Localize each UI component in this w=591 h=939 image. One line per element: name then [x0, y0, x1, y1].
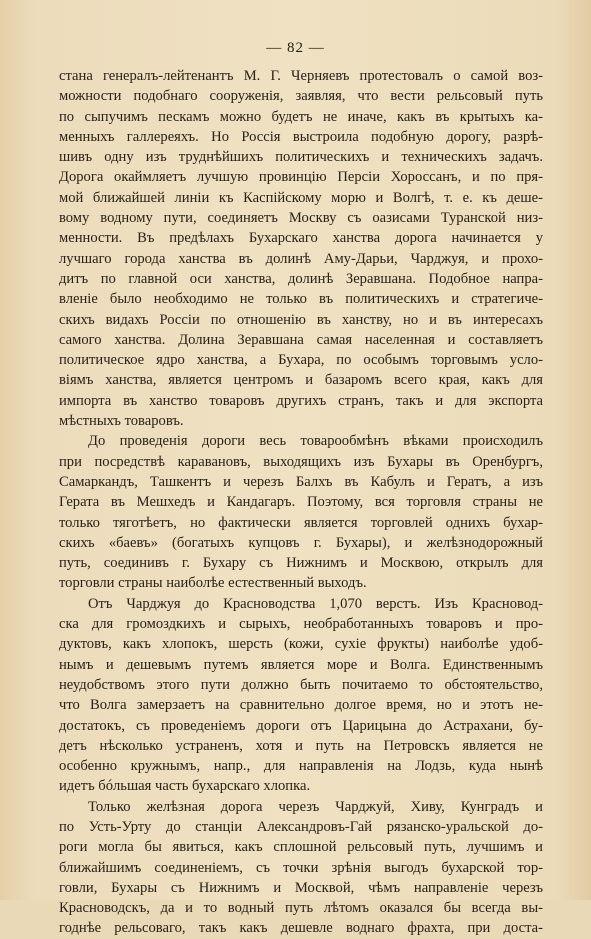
text-line: Красноводскъ, да и то водный путь лѣтомъ оказался бы всегда вы-	[59, 900, 543, 917]
text-line: при посредствѣ каравановъ, выходящихъ изъ Бухары въ Оренбургъ,	[59, 453, 543, 470]
text-line: годнѣе рельсоваго, такъ какъ дешевле воднаго фрахта, при доста-	[59, 920, 543, 937]
text-line: віямъ ханства, является центромъ и базаромъ всего края, какъ для	[59, 372, 543, 389]
text-line: дитъ по главной оси ханства, долинѣ Зеравшана. Подобное напра-	[59, 270, 543, 287]
text-line: Герата въ Мешхедъ и Кандагаръ. Поэтому, вся торговля страны не	[59, 494, 543, 511]
text-line: что Волга замерзаетъ на сравнительно долгое время, но и этотъ не-	[59, 697, 543, 714]
text-line: Отъ Чарджуя до Красноводства 1,070 верстъ. Изъ Красновод-	[88, 595, 543, 612]
text-line: скихъ «баевъ» (богатыхъ купцовъ г. Бухары), и желѣзнодорожный	[59, 534, 543, 551]
text-line: нымъ и дешевымъ путемъ является море и Волга. Единственнымъ	[59, 656, 543, 673]
text-line: особенно кружнымъ, напр., для направленія на Лодзь, куда нынѣ	[59, 758, 543, 775]
text-line: менности. Въ предѣлахъ Бухарскаго ханства дорога начинается у	[59, 230, 543, 247]
text-line: детъ нѣсколько устраненъ, хотя и путь на Петровскъ является не	[59, 737, 543, 754]
text-line: говли, Бухары съ Нижнимъ и Москвой, чѣмъ направленіе черезъ	[59, 879, 543, 896]
text-line: идетъ бóльшая часть бухарскаго хлопка.	[59, 778, 311, 795]
page-number: — 82 —	[266, 40, 325, 56]
text-line: дуктовъ, какъ хлопокъ, шерсть (кожи, сухіе фрукты) наиболѣе удоб-	[59, 636, 543, 653]
text-line: ближайшимъ соединеніемъ, съ точки зрѣнія выгодъ бухарской тор-	[59, 859, 543, 876]
text-line: достатокъ, съ проведеніемъ дороги отъ Царицына до Астрахани, бу-	[59, 717, 543, 734]
text-line: путь, соединивъ г. Бухару съ Нижнимъ и Москвою, открылъ для	[59, 555, 543, 572]
text-line: стана генералъ-лейтенантъ М. Г. Черняевъ протестовалъ о самой воз-	[59, 68, 543, 84]
text-line: вому водному пути, соединяетъ Москву съ оазисами Туранской низ-	[59, 210, 543, 227]
text-line: Только желѣзная дорога черезъ Чарджуй, Хиву, Кунградъ и	[88, 798, 543, 815]
text-line: неудобствомъ этого пути должно быть почитаемо то обстоятельство,	[59, 676, 543, 693]
text-line: по сыпучимъ пескамъ можно будетъ не иначе, какъ въ крытыхъ ка-	[59, 108, 543, 125]
text-line: по Усть-Урту до станціи Александровъ-Гай рязанско-уральской до-	[59, 818, 543, 835]
text-line: скихъ видахъ Россіи по отношенію въ ханству, но и въ интересахъ	[59, 311, 543, 328]
text-line: менныхъ галлереяхъ. Но Россія выстроила подобную дорогу, разрѣ-	[59, 128, 543, 145]
paragraph	[59, 431, 543, 593]
paragraph	[59, 797, 543, 939]
text-line: До проведенія дороги весь товарообмѣнъ вѣками происходилъ	[88, 433, 543, 450]
text-line: политическое ядро ханства, а Бухара, по особымъ торговымъ усло-	[59, 352, 543, 369]
text-line: Самаркандъ, Ташкентъ и черезъ Балхъ въ Кабулъ и Гератъ, а изъ	[59, 473, 543, 490]
text-line: ска для громоздкихъ и сырыхъ, необработанныхъ товаровъ и про-	[59, 616, 543, 633]
text-line: лучшаго города ханства въ долинѣ Аму-Дарьи, Чарджуя, и прохо-	[59, 250, 543, 267]
text-line: можности подобнаго сооруженія, заявляя, что вести рельсовый путь	[59, 88, 543, 105]
text-line: мой ближайшей линіи къ Каспійскому морю и Волгѣ, т. е. къ деше-	[59, 189, 543, 206]
text-line: вленіе было необходимо не только въ политическихъ и стратегиче-	[59, 291, 543, 308]
text-line: роги могла бы явиться, какъ сплошной рельсовый путь, лучшимъ и	[59, 839, 543, 856]
text-line: шивъ одну изъ труднѣйшихъ политическихъ и техническихъ задачъ.	[59, 149, 543, 166]
text-line: Дорога окаймляетъ лучшую провинцію Персіи Хороссанъ, и по пря-	[59, 169, 543, 186]
text-body	[59, 66, 543, 939]
text-line: только тяготѣетъ, но фактически является торговлей однихъ бухар-	[59, 514, 543, 531]
text-line: импорта въ ханство товаровъ другихъ странъ, такъ и для экспорта	[59, 392, 543, 409]
text-line: торговли страны наиболѣе естественный выходъ.	[59, 575, 367, 592]
paragraph	[59, 66, 543, 431]
paragraph	[59, 594, 543, 797]
text-line: мѣстныхъ товаровъ.	[59, 413, 184, 430]
text-line: самого ханства. Долина Зеравшана самая населенная и составляетъ	[59, 331, 543, 348]
